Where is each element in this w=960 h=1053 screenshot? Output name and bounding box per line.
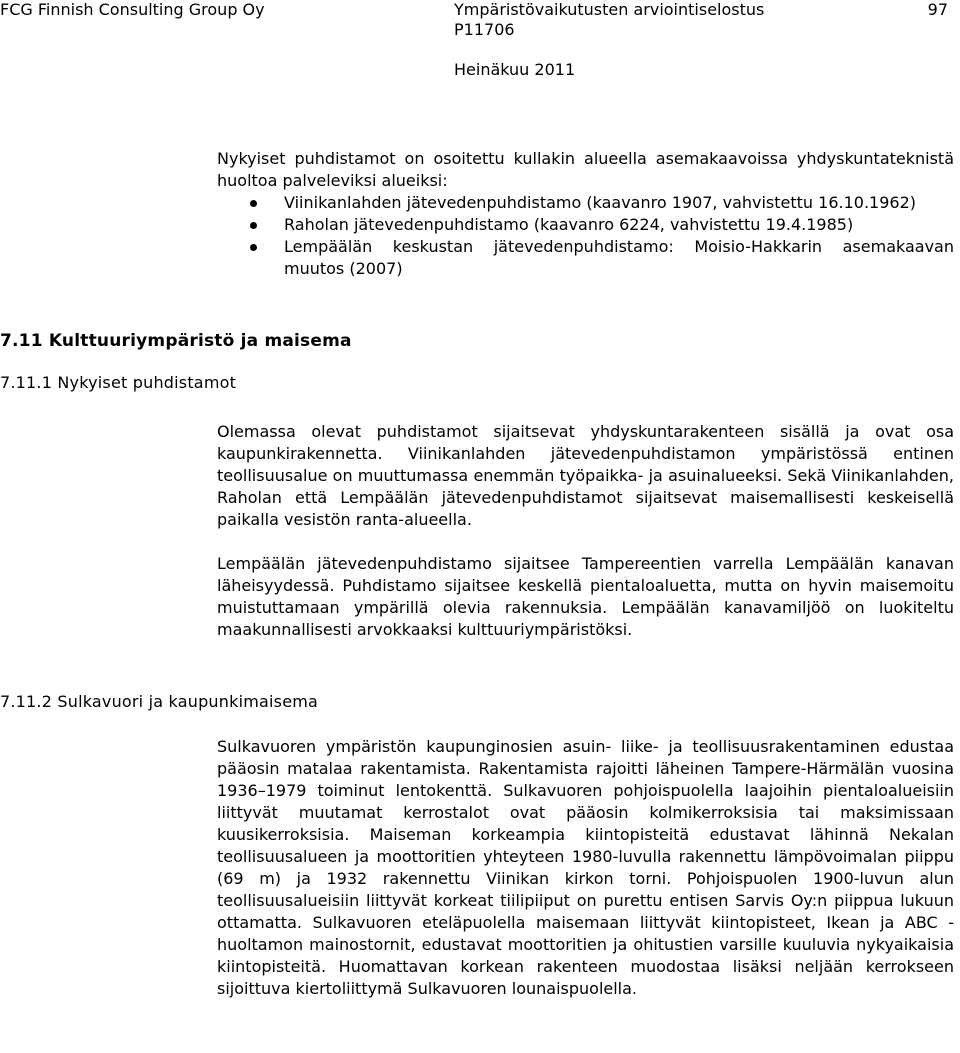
body-paragraph: Olemassa olevat puhdistamot sijaitsevat yhdyskuntarakenteen sisällä ja ovat osa kaupunkirakennetta. Viinikanlahden jätevedenpuhdistamon ympäristössä entinen teollisuusalue on muuttumassa enemmän työpaikka- ja asuinalueeksi. Sekä Viinikanlahden, Raholan että Lempäälän jätevedenpuhdistamot sijaitsevat maisemallisesti keskeisellä paikalla vesistön ranta-alueella. <box>217 422 954 529</box>
list-item: Raholan jätevedenpuhdistamo (kaavanro 6224, vahvistettu 19.4.1985) <box>217 214 954 236</box>
body-paragraph: Lempäälän jätevedenpuhdistamo sijaitsee Tampereentien varrella Lempäälän kanavan läheisyydessä. Puhdistamo sijaitsee keskellä pientaloaluetta, mutta on hyvin maisemoitu muistuttamaan ympärillä olevia rakennuksia. Lempäälän kanavamiljöö on luokiteltu maakunnallisesti arvokkaaksi kulttuuriympäristöksi. <box>217 554 954 639</box>
section-7-11-2-body <box>217 736 954 1000</box>
document-date: Heinäkuu 2011 <box>454 60 576 79</box>
section-heading-7-11: 7.11 Kulttuuriympäristö ja maisema <box>0 331 352 351</box>
project-number: P11706 <box>454 20 515 39</box>
intro-paragraph: Nykyiset puhdistamot on osoitettu kullakin alueella asemakaavoissa yhdyskuntateknistä huoltoa palveleviksi alueiksi: <box>217 149 954 190</box>
list-item: Lempäälän keskustan jätevedenpuhdistamo: Moisio-Hakkarin asemakaavan muutos (2007) <box>217 236 954 280</box>
body-paragraph: Sulkavuoren ympäristön kaupunginosien asuin- liike- ja teollisuusrakentaminen edustaa pääosin matalaa rakentamista. Rakentamista rajoitti läheinen Tampere-Härmälän vuosina 1936–1979 toiminut lentokenttä. Sulkavuoren pohjoispuolella laajoihin pientaloalueisiin liittyvät muutamat kerrostalot ovat pääosin kolmikerroksisia tai maksimissaan kuusikerroksisia. Maiseman korkeampia kiintopisteitä edustavat lähinnä Nekalan teollisuusalueen ja moottoritien yhteyteen 1980-luvulla rakennettu lämpövoimalan piippu (69 m) ja 1932 rakennettu Viinikan kirkon torni. Pohjoispuolen 1900-luvun alun teollisuusalueisiin liittyvät korkeat tiilipiiput on purettu entisen Sarvis Oy:n piippua lukuun ottamatta. Sulkavuoren eteläpuolella maisemaan liittyvät kiintopisteet, Ikean ja ABC -huoltamon mainostornit, edustavat moottoritien ja ohitustien varsille kuuluvia nykyaikaisia kiintopisteitä. Huomattavan korkean rakenteen muodostaa lisäksi neljään kerrokseen sijoittuva kiertoliittymä Sulkavuoren lounaispuolella. <box>217 737 954 998</box>
section-7-11-1-body <box>217 421 954 641</box>
plant-list <box>217 192 954 280</box>
intro-block <box>217 148 954 280</box>
subsection-heading-7-11-2: 7.11.2 Sulkavuori ja kaupunkimaisema <box>0 692 319 711</box>
document-title: Ympäristövaikutusten arviointiselostus <box>454 0 765 19</box>
list-item: Viinikanlahden jätevedenpuhdistamo (kaavanro 1907, vahvistettu 16.10.1962) <box>217 192 954 214</box>
company-name: FCG Finnish Consulting Group Oy <box>0 0 265 19</box>
subsection-heading-7-11-1: 7.11.1 Nykyiset puhdistamot <box>0 373 237 392</box>
page-number: 97 <box>927 0 948 19</box>
